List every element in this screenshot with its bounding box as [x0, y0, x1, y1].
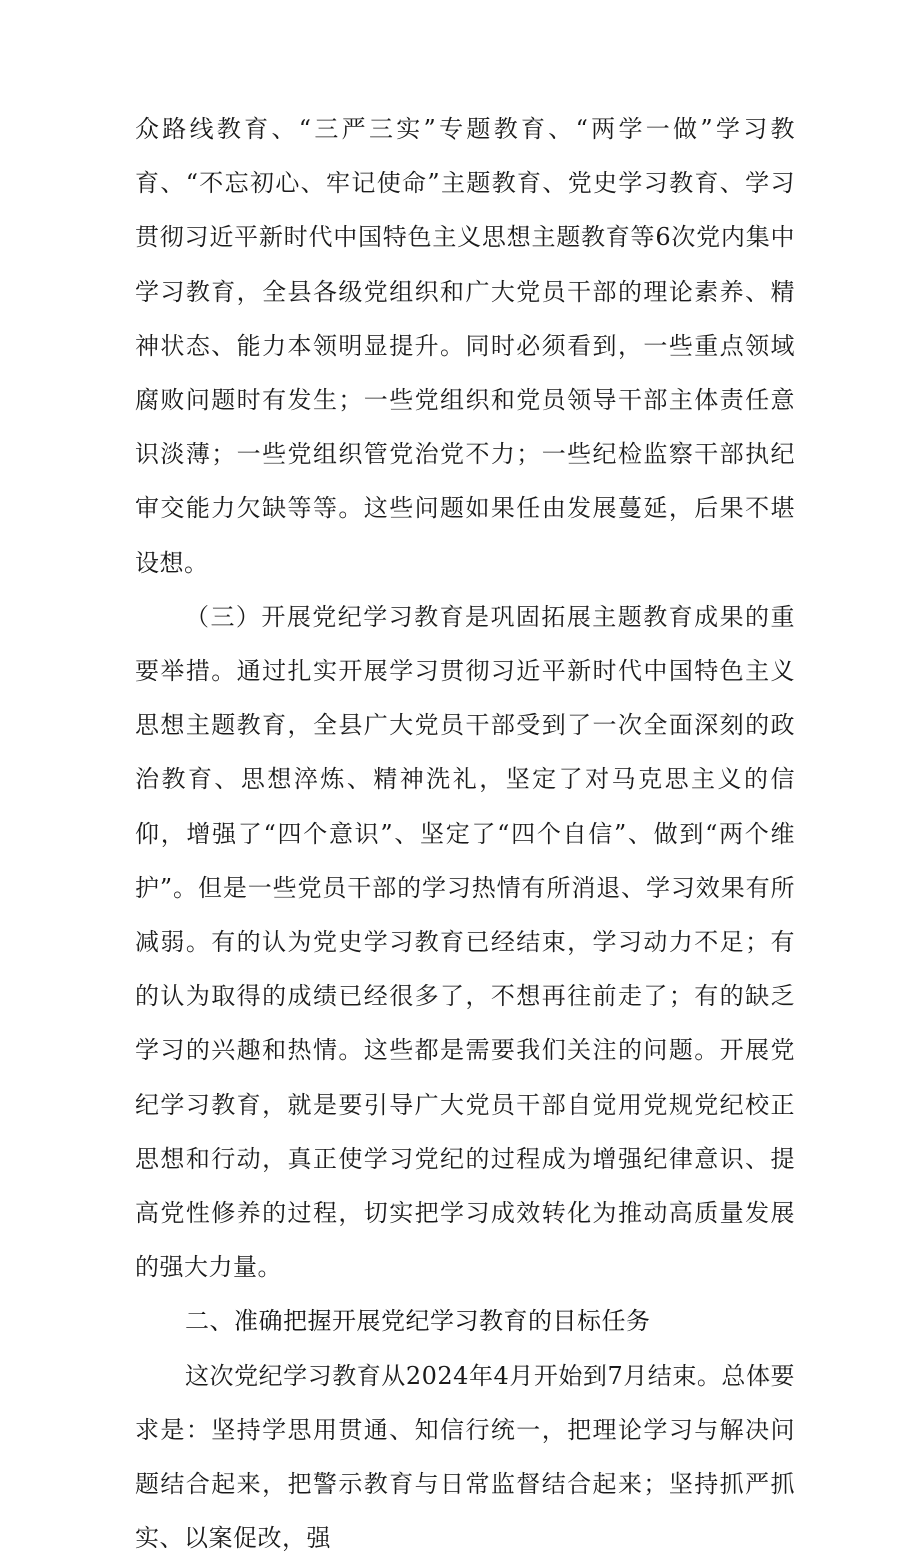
section-heading: 二、准确把握开展党纪学习教育的目标任务	[185, 1307, 651, 1336]
paragraph-overall-requirements: 这次党纪学习教育从2024年4月开始到7月结束。总体要求是：坚持学思用贯通、知信行统一，把理论学习与解决问题结合起来，把警示教育与日常监督结合起来；坚持抓严抓实、以案促改，强	[135, 1361, 795, 1553]
document-body	[135, 102, 795, 1565]
paragraph-section-three: （三）开展党纪学习教育是巩固拓展主题教育成果的重要举措。通过扎实开展学习贯彻习近平新时代中国特色主义思想主题教育，全县广大党员干部受到了一次全面深刻的政治教育、思想淬炼、精神洗礼，坚定了对马克思主义的信仰，增强了“四个意识”、坚定了“四个自信”、做到“两个维护”。但是一些党员干部的学习热情有所消退、学习效果有所减弱。有的认为党史学习教育已经结束，学习动力不足；有的认为取得的成绩已经很多了，不想再往前走了；有的缺乏学习的兴趣和热情。这些都是需要我们关注的问题。开展党纪学习教育，就是要引导广大党员干部自觉用党规党纪校正思想和行动，真正使学习党纪的过程成为增强纪律意识、提高党性修养的过程，切实把学习成效转化为推动高质量发展的强大力量。	[135, 602, 795, 1282]
paragraph-continuation: 众路线教育、“三严三实”专题教育、“两学一做”学习教育、“不忘初心、牢记使命”主题教育、党史学习教育、学习贯彻习近平新时代中国特色主义思想主题教育等6次党内集中学习教育，全县各级党组织和广大党员干部的理论素养、精神状态、能力本领明显提升。同时必须看到，一些重点领域腐败问题时有发生；一些党组织和党员领导干部主体责任意识淡薄；一些党组织管党治党不力；一些纪检监察干部执纪审交能力欠缺等等。这些问题如果任由发展蔓延，后果不堪设想。	[135, 115, 795, 577]
